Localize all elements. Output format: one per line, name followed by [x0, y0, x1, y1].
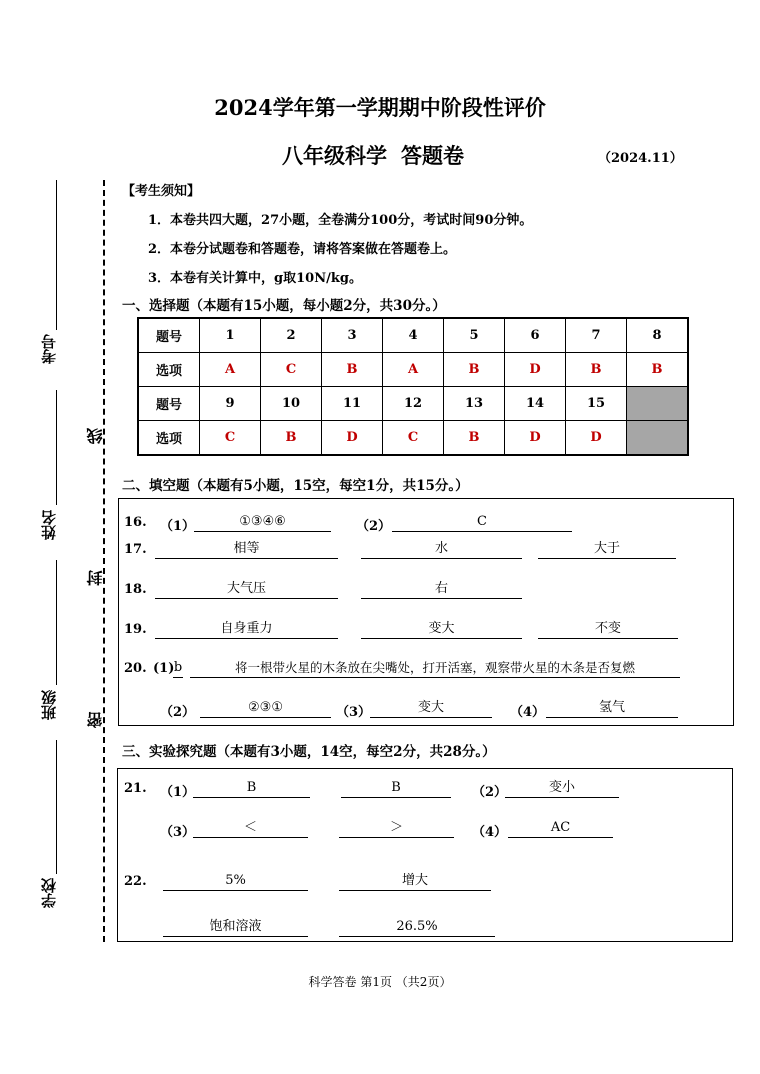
choice-answer: C [383, 421, 444, 456]
choice-answer: B [322, 353, 383, 387]
question-number: 5 [444, 318, 505, 353]
answer-blank: C [392, 513, 572, 532]
choice-answer: B [627, 353, 689, 387]
answer-blank: 增大 [339, 872, 491, 891]
table-row [138, 421, 688, 456]
answer-blank: B [193, 779, 310, 798]
answer-blank: ＜ [193, 819, 308, 838]
table-row [138, 353, 688, 387]
question-number: 2 [261, 318, 322, 353]
subtitle-sheet: 答题卷 [401, 143, 464, 168]
table-row [138, 318, 688, 353]
choice-answer-table [137, 317, 689, 456]
exam-no-line [56, 180, 57, 330]
answer-blank: 水 [361, 540, 522, 559]
empty-cell [627, 387, 689, 421]
question-number: 12 [383, 387, 444, 421]
row-label: 选项 [138, 353, 200, 387]
exam-no-label: 考号 [40, 334, 58, 364]
part-label: （2） [472, 785, 508, 800]
answer-blank: 相等 [155, 540, 338, 559]
table-row [138, 387, 688, 421]
question-number: 4 [383, 318, 444, 353]
choice-answer: D [566, 421, 627, 456]
answer-blank: ①③④⑥ [194, 513, 331, 532]
question-number: 19. [124, 622, 147, 637]
part-label: （4） [510, 705, 546, 720]
question-number: 6 [505, 318, 566, 353]
answer-blank: ②③① [200, 699, 331, 718]
part-label: （2） [356, 519, 392, 534]
notice-item: 3．本卷有关计算中，g取10N/kg。 [148, 271, 362, 286]
question-number: 20. [124, 661, 147, 676]
choice-answer: C [261, 353, 322, 387]
choice-answer: D [505, 353, 566, 387]
part-label: (1) [153, 661, 175, 676]
page-title: 2024学年第一学期期中阶段性评价 [214, 95, 546, 120]
question-number: 8 [627, 318, 689, 353]
page-footer: 科学答卷 第1页 （共2页） [308, 975, 452, 989]
choice-answer: B [444, 421, 505, 456]
question-number: 16. [124, 515, 147, 530]
notice-item: 1．本卷共四大题，27小题，全卷满分100分，考试时间90分钟。 [148, 213, 533, 228]
question-number: 13 [444, 387, 505, 421]
notice-item: 2．本卷分试题卷和答题卷，请将答案做在答题卷上。 [148, 242, 457, 257]
answer-blank: 大于 [538, 540, 676, 559]
choice-answer: D [505, 421, 566, 456]
question-number: 10 [261, 387, 322, 421]
row-label: 选项 [138, 421, 200, 456]
answer-blank: 饱和溶液 [163, 918, 308, 937]
answer-blank: AC [508, 819, 613, 838]
answer-blank: ＞ [339, 819, 454, 838]
school-label: 学校 [40, 878, 58, 908]
answer-blank: 大气压 [155, 580, 338, 599]
choice-answer: B [566, 353, 627, 387]
row-label: 题号 [138, 387, 200, 421]
exam-date: （2024.11） [598, 151, 683, 166]
answer-blank: b [173, 659, 183, 678]
name-label: 姓名 [40, 510, 58, 540]
answer-blank: 变大 [361, 620, 522, 639]
part-label: （3） [160, 825, 196, 840]
subtitle-subject: 八年级科学 [282, 143, 387, 168]
answer-blank: 26.5% [339, 918, 495, 937]
question-number: 1 [200, 318, 261, 353]
part-label: （4） [472, 825, 508, 840]
question-number: 22. [124, 874, 147, 889]
binding-char-line: 线 [86, 428, 105, 444]
name-line [56, 390, 57, 505]
answer-blank: B [341, 779, 451, 798]
class-line [56, 560, 57, 685]
answer-blank: 变小 [505, 779, 619, 798]
fill-in-box [118, 498, 734, 726]
school-line [56, 740, 57, 874]
choice-answer: A [200, 353, 261, 387]
binding-dashed-line [103, 180, 105, 942]
answer-blank: 将一根带火星的木条放在尖嘴处，打开活塞，观察带火星的木条是否复燃 [190, 659, 680, 678]
section-3-title: 三、实验探究题（本题有3小题，14空，每空2分，共28分。） [122, 744, 496, 760]
choice-answer: B [261, 421, 322, 456]
section-1-title: 一、选择题（本题有15小题，每小题2分，共30分。） [122, 298, 446, 314]
question-number: 18. [124, 582, 147, 597]
answer-blank: 右 [361, 580, 522, 599]
answer-blank: 5% [163, 872, 308, 891]
question-number: 3 [322, 318, 383, 353]
part-label: （1） [160, 519, 196, 534]
choice-answer: C [200, 421, 261, 456]
page-subtitle [282, 140, 464, 170]
notice-title: 【考生须知】 [122, 184, 201, 199]
class-label: 班级 [40, 690, 58, 720]
question-number: 11 [322, 387, 383, 421]
answer-blank: 氢气 [546, 699, 678, 718]
choice-answer: B [444, 353, 505, 387]
part-label: （2） [160, 705, 196, 720]
answer-blank: 变大 [370, 699, 492, 718]
row-label: 题号 [138, 318, 200, 353]
question-number: 15 [566, 387, 627, 421]
part-label: （1） [160, 785, 196, 800]
question-number: 21. [124, 781, 147, 796]
section-2-title: 二、填空题（本题有5小题，15空，每空1分，共15分。） [122, 478, 469, 494]
answer-blank: 不变 [538, 620, 678, 639]
choice-answer: A [383, 353, 444, 387]
choice-answer: D [322, 421, 383, 456]
answer-blank: 自身重力 [155, 620, 338, 639]
question-number: 9 [200, 387, 261, 421]
binding-char-seal: 封 [86, 570, 105, 586]
binding-char-secret: 密 [86, 712, 105, 728]
question-number: 14 [505, 387, 566, 421]
part-label: （3） [336, 705, 372, 720]
question-number: 17. [124, 542, 147, 557]
empty-cell [627, 421, 689, 456]
question-number: 7 [566, 318, 627, 353]
